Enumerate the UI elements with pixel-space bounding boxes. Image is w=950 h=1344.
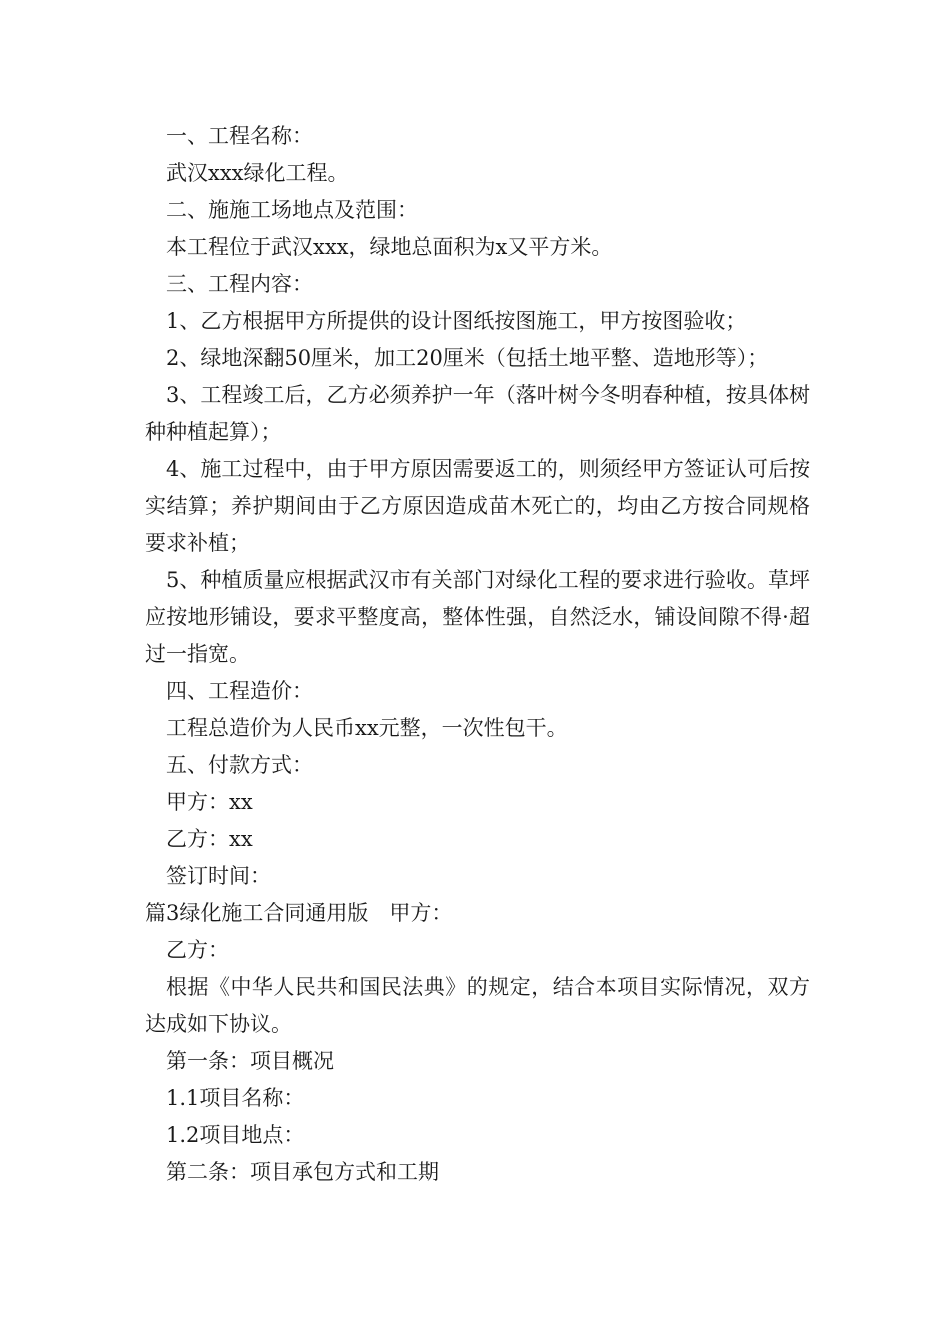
article-1-heading: 第一条：项目概况: [166, 1049, 334, 1073]
section-heading-project-name: 一、工程名称：: [166, 124, 313, 148]
article-2-heading: 第二条：项目承包方式和工期: [166, 1160, 439, 1184]
contract-3-party-b: 乙方：: [166, 938, 229, 962]
work-content-item-5: 5、种植质量应根据武汉市有关部门对绿化工程的要求进行验收。草坪应按地形铺设，要求平整度高，整体性强，自然泛水，铺设间隙不得·超过一指宽。: [145, 568, 810, 666]
site-scope-text: 本工程位于武汉xxx，绿地总面积为x又平方米。: [166, 235, 613, 259]
article-1-2: 1.2项目地点：: [166, 1123, 305, 1147]
party-b-line: 乙方：xx: [166, 827, 253, 851]
section-heading-payment: 五、付款方式：: [166, 753, 313, 777]
project-name-text: 武汉xxx绿化工程。: [166, 161, 349, 185]
article-1-1: 1.1项目名称：: [166, 1086, 305, 1110]
document-body: [145, 118, 810, 1191]
section-heading-work-content: 三、工程内容：: [166, 272, 313, 296]
party-a-line: 甲方：xx: [166, 790, 253, 814]
signing-date-line: 签订时间：: [166, 864, 271, 888]
contract-3-preamble: 根据《中华人民共和国民法典》的规定，结合本项目实际情况，双方达成如下协议。: [145, 975, 810, 1036]
work-content-item-1: 1、乙方根据甲方所提供的设计图纸按图施工，甲方按图验收；: [166, 309, 747, 333]
section-heading-cost: 四、工程造价：: [166, 679, 313, 703]
contract-3-title: 篇3绿化施工合同通用版 甲方：: [145, 901, 453, 925]
section-heading-site-scope: 二、施施工场地点及范围：: [166, 198, 418, 222]
work-content-item-3: 3、工程竣工后，乙方必须养护一年（落叶树今冬明春种植，按具体树种种植起算）；: [145, 383, 810, 444]
work-content-item-4: 4、施工过程中，由于甲方原因需要返工的，则须经甲方签证认可后按实结算；养护期间由于乙方原因造成苗木死亡的，均由乙方按合同规格要求补植；: [145, 457, 810, 555]
work-content-item-2: 2、绿地深翻50厘米，加工20厘米（包括土地平整、造地形等）；: [166, 346, 769, 370]
cost-text: 工程总造价为人民币xx元整，一次性包干。: [166, 716, 568, 740]
